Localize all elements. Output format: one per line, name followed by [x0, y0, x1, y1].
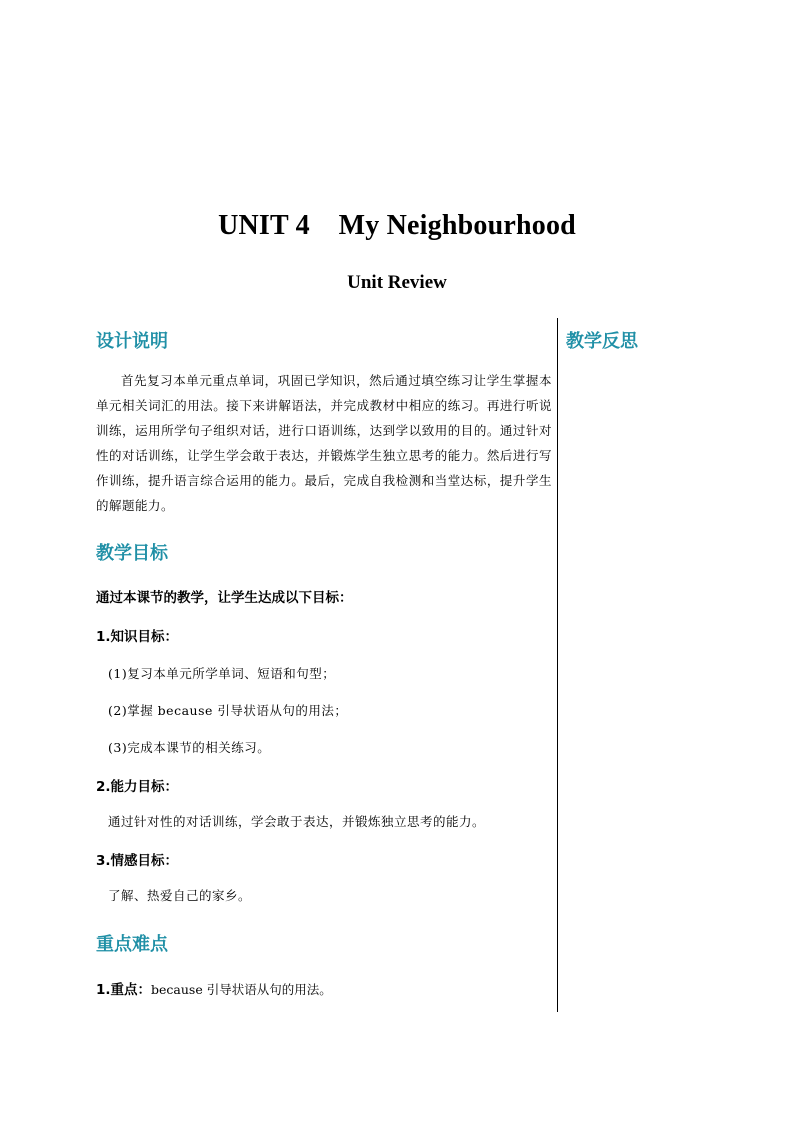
knowledge-item: (2)掌握 because 引导状语从句的用法； — [108, 703, 348, 718]
key-point-label: 1.重点： — [96, 982, 152, 998]
emotion-label: 3.情感目标： — [96, 853, 179, 869]
knowledge-item: (1)复习本单元所学单词、短语和句型； — [108, 666, 336, 681]
objectives-heading: 教学目标 — [96, 543, 168, 564]
ability-text: 通过针对性的对话训练，学会敢于表达，并锻炼独立思考的能力。 — [108, 814, 486, 829]
document-subtitle: Unit Review — [347, 272, 447, 293]
knowledge-label: 1.知识目标： — [96, 629, 179, 645]
design-paragraph: 首先复习本单元重点单词，巩固已学知识，然后通过填空练习让学生掌握本单元相关词汇的用法。接下来讲解语法，并完成教材中相应的练习。再进行听说训练，运用所学句子组织对话，进行口语训练，达到学以致用的目的。通过针对性的对话训练，让学生学会敢于表达，并锻炼学生独立思考的能力。然后进行写作训练，提升语言综合运用的能力。最后，完成自我检测和当堂达标，提升学生的解题能力。 — [96, 373, 552, 513]
reflection-heading: 教学反思 — [566, 331, 638, 352]
objectives-intro: 通过本课节的教学，让学生达成以下目标： — [96, 590, 353, 606]
document-title: UNIT 4 My Neighbourhood — [218, 210, 576, 241]
key-point-text: because 引导状语从句的用法。 — [151, 982, 332, 997]
column-divider — [557, 318, 558, 1012]
key-points-heading: 重点难点 — [96, 934, 168, 955]
emotion-text: 了解、热爱自己的家乡。 — [108, 888, 252, 903]
design-heading: 设计说明 — [96, 331, 168, 352]
knowledge-item: (3)完成本课节的相关练习。 — [108, 740, 271, 755]
ability-label: 2.能力目标： — [96, 779, 179, 795]
key-point-line — [96, 978, 332, 998]
